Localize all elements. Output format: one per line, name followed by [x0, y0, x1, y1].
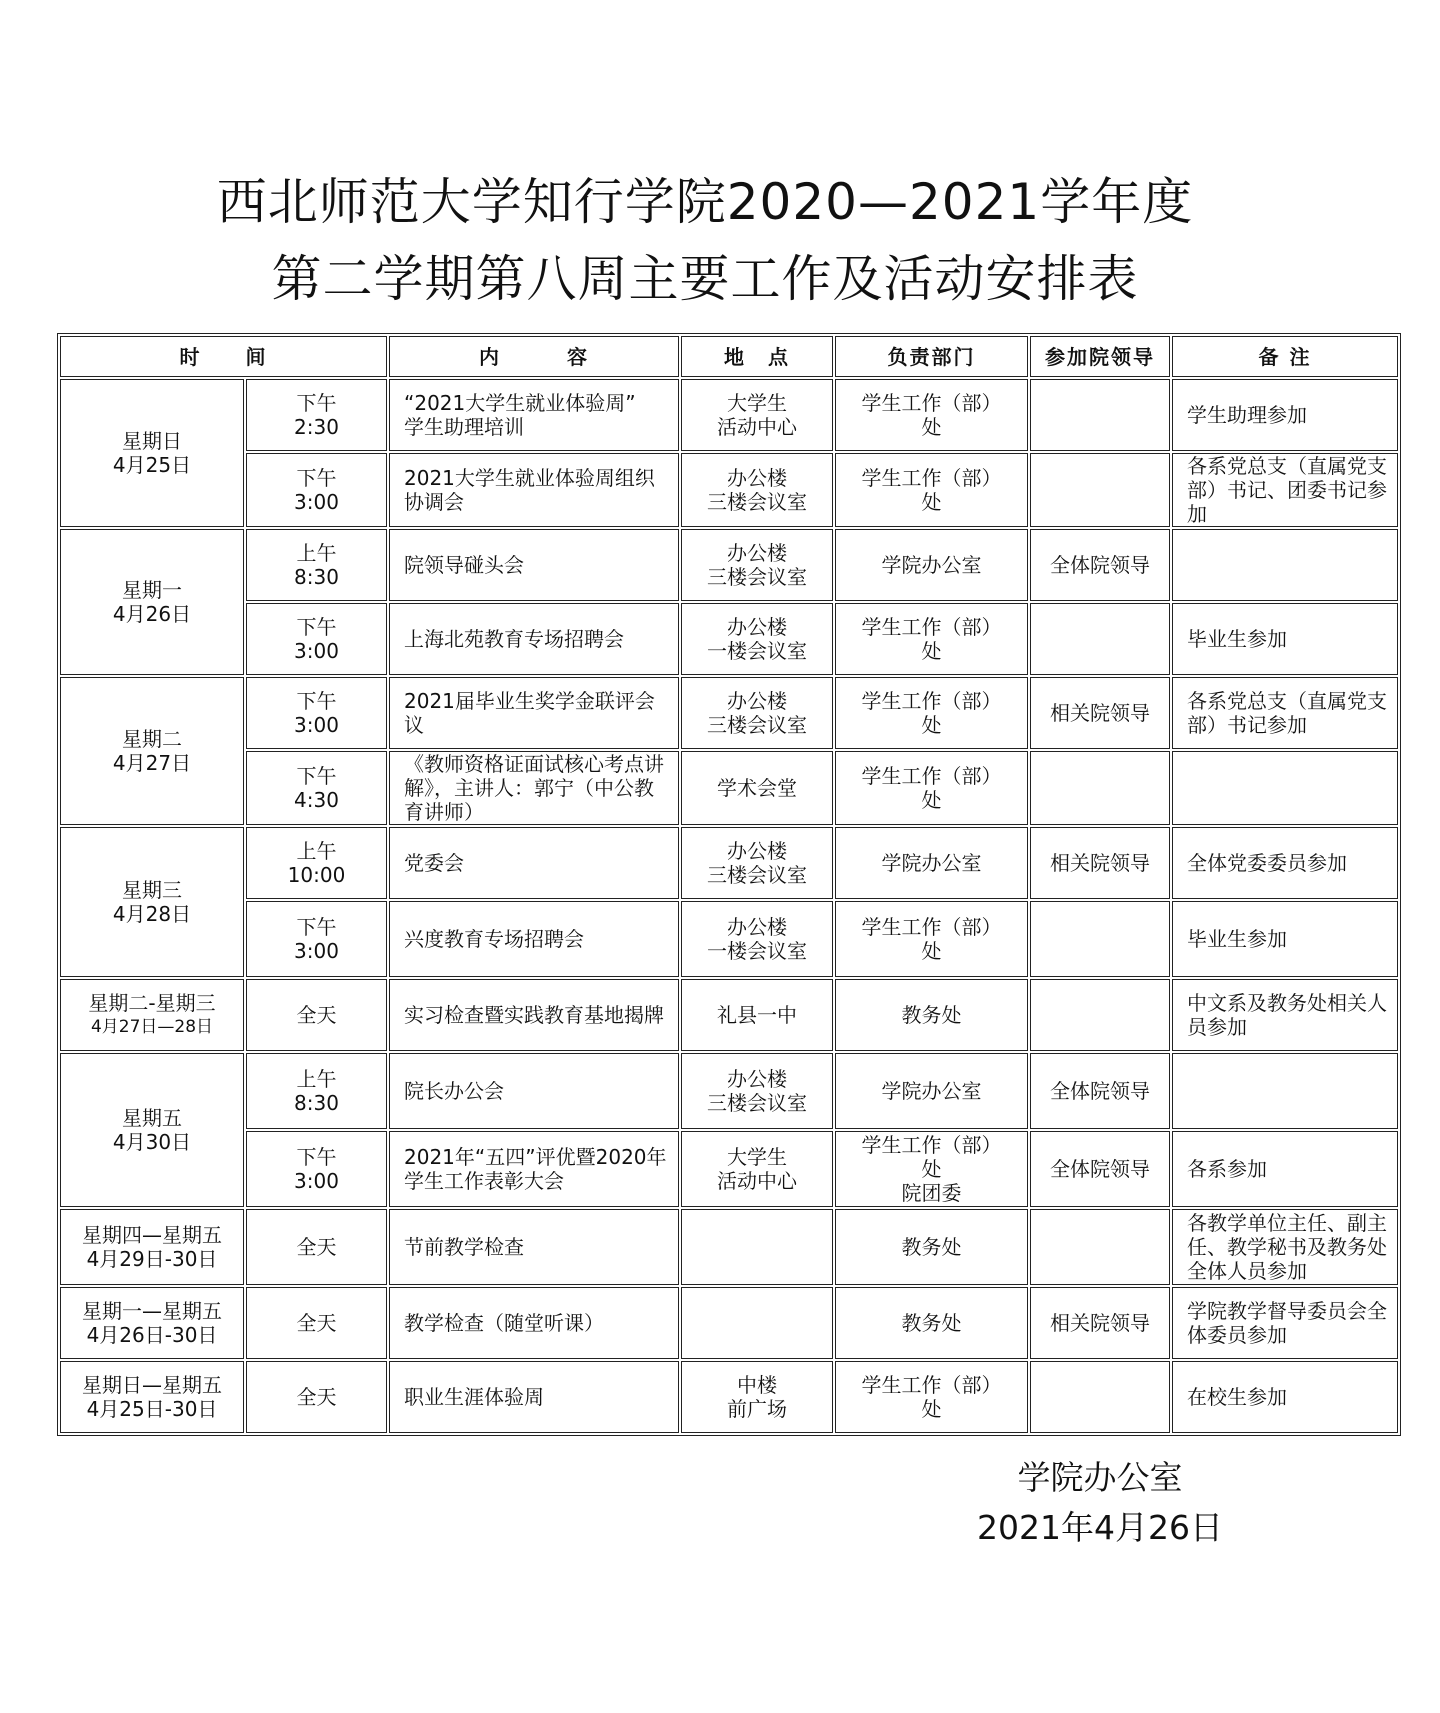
leaders-cell: 全体院领导: [1030, 1053, 1170, 1129]
time-cell: 下午 3:00: [246, 453, 387, 527]
place-cell: 办公楼 三楼会议室: [681, 827, 833, 899]
remarks-cell: 各系党总支（直属党支部）书记参加: [1172, 677, 1398, 749]
content-cell: 2021年“五四”评优暨2020年学生工作表彰大会: [389, 1131, 679, 1207]
place-cell: [681, 1209, 833, 1285]
leaders-cell: [1030, 751, 1170, 825]
table-row: [60, 529, 1398, 601]
content-cell: 教学检查（随堂听课）: [389, 1287, 679, 1359]
dept-cell: 学院办公室: [835, 1053, 1028, 1129]
remarks-cell: 学院教学督导委员会全体委员参加: [1172, 1287, 1398, 1359]
remarks-cell: 在校生参加: [1172, 1361, 1398, 1433]
content-cell: 院领导碰头会: [389, 529, 679, 601]
dept-cell: 教务处: [835, 979, 1028, 1051]
dept-cell: 学生工作（部） 处: [835, 751, 1028, 825]
table-row: [60, 901, 1398, 977]
day-cell: 星期三 4月28日: [60, 827, 244, 977]
place-cell: 办公楼 三楼会议室: [681, 529, 833, 601]
dept-cell: 学生工作（部） 处: [835, 677, 1028, 749]
table-row: [60, 379, 1398, 451]
remarks-cell: 各系参加: [1172, 1131, 1398, 1207]
time-cell: 全天: [246, 1287, 387, 1359]
time-cell: 上午 10:00: [246, 827, 387, 899]
footer-date: 2021年4月26日: [977, 1508, 1223, 1547]
leaders-cell: 相关院领导: [1030, 677, 1170, 749]
header-place: 地 点: [681, 336, 833, 377]
time-cell: 下午 3:00: [246, 901, 387, 977]
dept-cell: 学生工作（部） 处 院团委: [835, 1131, 1028, 1207]
day-cell: 星期二-星期三 4月27日—28日: [60, 979, 244, 1051]
day-cell: 星期日 4月25日: [60, 379, 244, 527]
dept-cell: 教务处: [835, 1209, 1028, 1285]
content-cell: 《教师资格证面试核心考点讲解》，主讲人：郭宁（中公教育讲师）: [389, 751, 679, 825]
place-cell: 学术会堂: [681, 751, 833, 825]
place-cell: 礼县一中: [681, 979, 833, 1051]
time-cell: 全天: [246, 1361, 387, 1433]
content-cell: 实习检查暨实践教育基地揭牌: [389, 979, 679, 1051]
day-cell: 星期四—星期五 4月29日-30日: [60, 1209, 244, 1285]
leaders-cell: [1030, 1209, 1170, 1285]
table-row: [60, 677, 1398, 749]
time-cell: 下午 2:30: [246, 379, 387, 451]
leaders-cell: [1030, 603, 1170, 675]
day-cell: 星期五 4月30日: [60, 1053, 244, 1207]
remarks-cell: [1172, 1053, 1398, 1129]
header-content: 内 容: [389, 336, 679, 377]
dept-cell: 学生工作（部） 处: [835, 453, 1028, 527]
remarks-cell: 中文系及教务处相关人员参加: [1172, 979, 1398, 1051]
day-cell: 星期日—星期五 4月25日-30日: [60, 1361, 244, 1433]
header-time: 时 间: [60, 336, 387, 377]
place-cell: 大学生 活动中心: [681, 1131, 833, 1207]
dept-cell: 教务处: [835, 1287, 1028, 1359]
leaders-cell: 相关院领导: [1030, 827, 1170, 899]
day-cell: 星期二 4月27日: [60, 677, 244, 825]
leaders-cell: [1030, 979, 1170, 1051]
dept-cell: 学生工作（部） 处: [835, 901, 1028, 977]
dept-cell: 学生工作（部） 处: [835, 1361, 1028, 1433]
dept-cell: 学院办公室: [835, 529, 1028, 601]
remarks-cell: 毕业生参加: [1172, 603, 1398, 675]
time-cell: 下午 3:00: [246, 603, 387, 675]
time-cell: 全天: [246, 979, 387, 1051]
table-row: [60, 751, 1398, 825]
schedule-table: [57, 333, 1401, 1436]
table-row: [60, 1053, 1398, 1129]
page-subtitle: 第二学期第八周主要工作及活动安排表: [271, 250, 1139, 308]
content-cell: 党委会: [389, 827, 679, 899]
remarks-cell: [1172, 529, 1398, 601]
time-cell: 下午 3:00: [246, 1131, 387, 1207]
content-cell: “2021大学生就业体验周” 学生助理培训: [389, 379, 679, 451]
content-cell: 2021届毕业生奖学金联评会议: [389, 677, 679, 749]
place-cell: 中楼 前广场: [681, 1361, 833, 1433]
day-cell: 星期一 4月26日: [60, 529, 244, 675]
header-leaders: 参加院领导: [1030, 336, 1170, 377]
place-cell: 办公楼 三楼会议室: [681, 453, 833, 527]
place-cell: 办公楼 三楼会议室: [681, 1053, 833, 1129]
time-cell: 下午 3:00: [246, 677, 387, 749]
dept-cell: 学生工作（部） 处: [835, 379, 1028, 451]
dept-cell: 学生工作（部） 处: [835, 603, 1028, 675]
content-cell: 上海北苑教育专场招聘会: [389, 603, 679, 675]
time-cell: 上午 8:30: [246, 1053, 387, 1129]
content-cell: 职业生涯体验周: [389, 1361, 679, 1433]
day-cell: 星期一—星期五 4月26日-30日: [60, 1287, 244, 1359]
content-cell: 院长办公会: [389, 1053, 679, 1129]
leaders-cell: 全体院领导: [1030, 1131, 1170, 1207]
place-cell: 办公楼 一楼会议室: [681, 901, 833, 977]
leaders-cell: 相关院领导: [1030, 1287, 1170, 1359]
time-cell: 下午 4:30: [246, 751, 387, 825]
place-cell: 大学生 活动中心: [681, 379, 833, 451]
remarks-cell: [1172, 751, 1398, 825]
leaders-cell: [1030, 379, 1170, 451]
content-cell: 节前教学检查: [389, 1209, 679, 1285]
remarks-cell: 全体党委委员参加: [1172, 827, 1398, 899]
leaders-cell: [1030, 901, 1170, 977]
table-row: [60, 453, 1398, 527]
remarks-cell: 学生助理参加: [1172, 379, 1398, 451]
table-row: [60, 979, 1398, 1051]
dept-cell: 学院办公室: [835, 827, 1028, 899]
place-cell: 办公楼 一楼会议室: [681, 603, 833, 675]
remarks-cell: 各系党总支（直属党支部）书记、团委书记参加: [1172, 453, 1398, 527]
time-cell: 上午 8:30: [246, 529, 387, 601]
table-row: [60, 603, 1398, 675]
remarks-cell: 毕业生参加: [1172, 901, 1398, 977]
leaders-cell: [1030, 453, 1170, 527]
content-cell: 2021大学生就业体验周组织协调会: [389, 453, 679, 527]
time-cell: 全天: [246, 1209, 387, 1285]
leaders-cell: 全体院领导: [1030, 529, 1170, 601]
leaders-cell: [1030, 1361, 1170, 1433]
content-cell: 兴度教育专场招聘会: [389, 901, 679, 977]
header-dept: 负责部门: [835, 336, 1028, 377]
table-row: [60, 1287, 1398, 1359]
remarks-cell: 各教学单位主任、副主任、教学秘书及教务处全体人员参加: [1172, 1209, 1398, 1285]
header-remarks: 备 注: [1172, 336, 1398, 377]
footer-office: 学院办公室: [1017, 1458, 1183, 1497]
table-row: [60, 827, 1398, 899]
table-row: [60, 1131, 1398, 1207]
place-cell: [681, 1287, 833, 1359]
table-row: [60, 1209, 1398, 1285]
page-title: 西北师范大学知行学院2020—2021学年度: [216, 173, 1194, 231]
table-row: [60, 1361, 1398, 1433]
place-cell: 办公楼 三楼会议室: [681, 677, 833, 749]
